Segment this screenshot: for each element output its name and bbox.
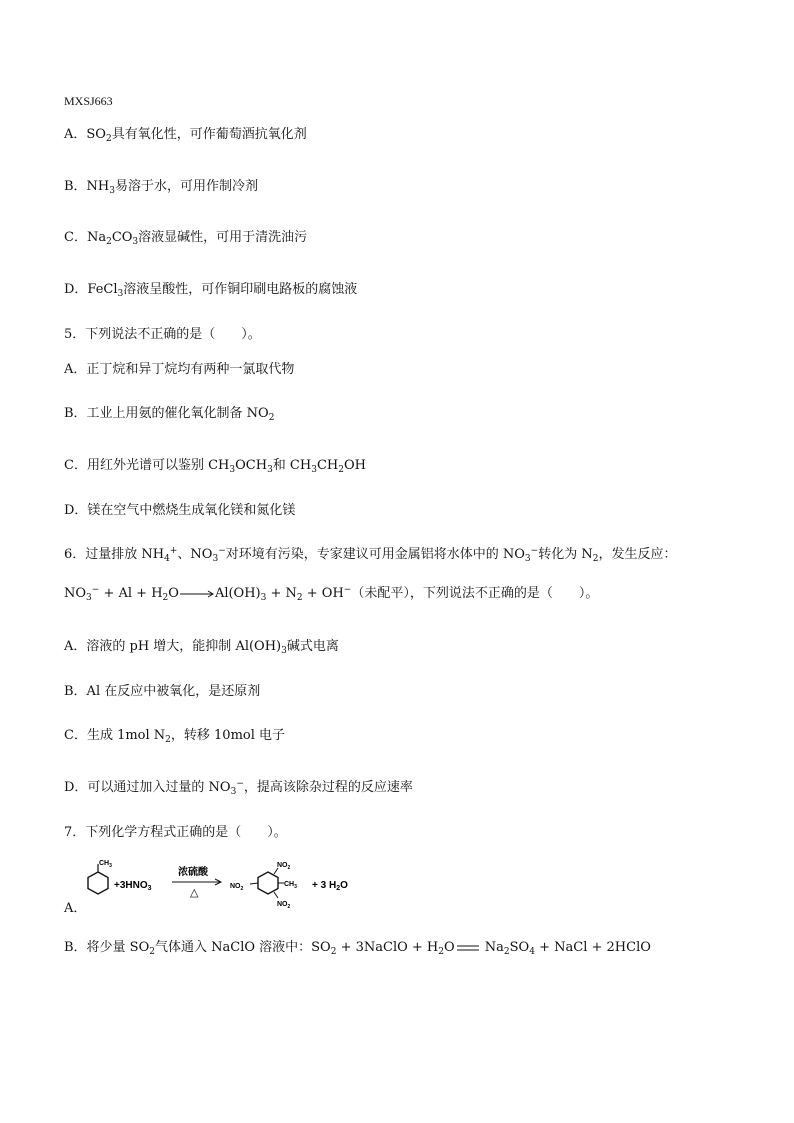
option-7b: B．将少量 $SO_2$气体通入 NaClO 溶液中：$SO_2$ + 3NaClO + $H_2O$ $Na_2SO_4$ + NaCl + 2HClO [64,940,651,957]
option-6d: D．可以通过加入过量的 $NO_3^-$，提高该除杂过程的反应速率 [64,779,413,797]
option-5c: C．用红外光谱可以鉴别 $CH_3OCH_3$和 $CH_3CH_2OH$ [64,458,366,475]
option-7a-label: A． [64,901,87,916]
product-no2-left: $NO_2$ [230,883,244,892]
option-5a: A．正丁烷和异丁烷均有两种一氯取代物 [64,362,295,377]
option-4a: A．$SO_2$具有氧化性，可作葡萄酒抗氧化剂 [64,127,307,144]
equals-double-line-icon [455,943,481,953]
question-6: 6．过量排放 $NH_4^+$、$NO_3^-$对环境有污染，专家建议可用金属铝将水体中的 $NO_3^-$转化为 $N_2$，发生反应： [64,546,677,564]
heat-symbol: △ [190,887,199,899]
option-6c: C．生成 1mol $N_2$，转移 10mol 电子 [64,728,286,745]
option-4b: B．$NH_3$易溶于水，可用作制冷剂 [64,179,259,196]
option-5d: D．镁在空气中燃烧生成氧化镁和氮化镁 [64,503,296,518]
option-6b: B．Al 在反应中被氧化，是还原剂 [64,684,261,699]
question-5: 5．下列说法不正确的是（ ）。 [64,327,261,342]
product-no2-top: $NO_2$ [277,862,291,871]
reaction-condition: 浓硫酸 [178,867,208,878]
option-4c: C．$Na_2CO_3$溶液显碱性，可用于清洗油污 [64,230,308,247]
option-4d: D．FeCl$_3$溶液呈酸性，可作铜印刷电路板的腐蚀液 [64,282,358,299]
product-water: + 3 $H_2O$ [312,880,348,892]
nitric-acid-reagent: $+3HNO_3$ [114,880,152,892]
document-code: MXSJ663 [64,94,113,108]
option-6a: A．溶液的 pH 增大，能抑制 $Al(OH)_3$碱式电离 [64,639,339,656]
option-5b: B．工业上用氨的催化氧化制备 $NO_2$ [64,406,275,423]
product-ch3-right: $CH_3$ [284,881,297,890]
tnt-ring-icon [250,868,284,898]
question-6-equation: $NO_3^- + Al + H_2O$ $Al(OH)_3 + N_2 + OH^-$（未配平），下列说法不正确的是（ ）。 [64,585,599,603]
product-no2-bottom: $NO_2$ [277,901,291,910]
nitration-reaction-figure [84,858,384,914]
reaction-arrow-icon [179,589,215,599]
question-7: 7．下列化学方程式正确的是（ ）。 [64,825,287,840]
toluene-methyl-label: $CH_3$ [99,860,112,869]
toluene-ring-icon [88,864,108,894]
